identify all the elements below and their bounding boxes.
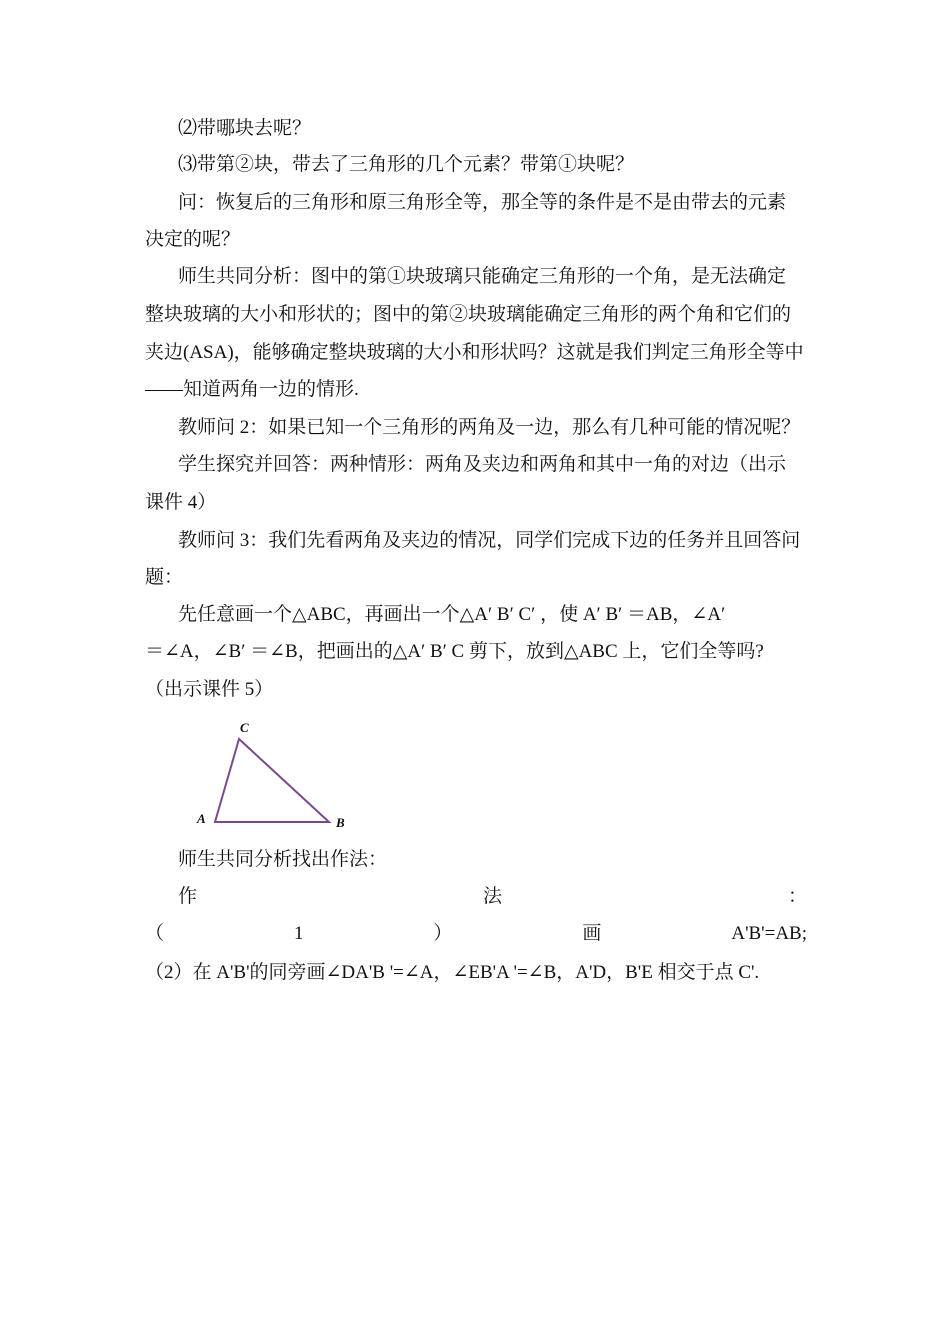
step-1-open-paren: （ (145, 923, 165, 944)
step-1-verb: 画 (582, 923, 602, 944)
paragraph-ask-line-1: 问：恢复后的三角形和原三角形全等，那全等的条件是不是由带去的元素 (178, 192, 787, 213)
paragraph-analysis-line-4: ——知道两角一边的情形. (145, 379, 359, 400)
paragraph-student-answer-line-1: 学生探究并回答：两种情形：两角及夹边和两角和其中一角的对边（出示 (178, 454, 787, 475)
paragraph-question-3: ⑶带第②块，带去了三角形的几个元素？带第①块呢？ (178, 154, 635, 175)
paragraph-teacher-question-3-line-1: 教师问 3：我们先看两角及夹边的情况，同学们完成下边的任务并且回答问 (178, 530, 801, 551)
paragraph-question-2: ⑵带哪块去呢？ (178, 118, 312, 139)
method-step-1 (145, 920, 807, 947)
vertex-label-a: A (197, 811, 206, 826)
method-heading-char-1: 作 (178, 886, 198, 907)
paragraph-analysis-line-3: 夹边(ASA)，能够确定整块玻璃的大小和形状吗？这就是我们判定三角形全等中 (145, 342, 804, 363)
paragraph-task-line-2: ＝∠A，∠B′ ＝∠B，把画出的△A′ B′ C 剪下，放到△ABC 上，它们全等吗? (145, 641, 764, 662)
paragraph-analysis-line-2: 整块玻璃的大小和形状的；图中的第②块玻璃能确定三角形的两个角和它们的 (145, 304, 792, 325)
method-heading-colon: ： (787, 886, 807, 907)
method-heading (178, 883, 807, 910)
triangle-abc-figure (190, 716, 360, 836)
step-1-number: 1 (293, 923, 304, 944)
method-step-2: （2）在 A'B'的同旁画∠DA'B '=∠A，∠EB'A '=∠B，A'D，B'E 相交于点 C'. (145, 962, 760, 983)
vertex-label-b: B (336, 815, 345, 830)
paragraph-task-line-1: 先任意画一个△ABC，再画出一个△A′ B′ C′ ，使 A′ B′ ＝AB，∠A′ (178, 604, 726, 625)
method-heading-char-2: 法 (482, 886, 502, 907)
paragraph-analysis-line-1: 师生共同分析：图中的第①块玻璃只能确定三角形的一个角，是无法确定 (178, 266, 787, 287)
paragraph-method-intro: 师生共同分析找出作法： (178, 849, 388, 870)
paragraph-student-answer-line-2: 课件 4） (145, 492, 217, 513)
triangle-abc-shape (215, 739, 329, 822)
step-1-close-paren: ） (433, 923, 453, 944)
step-1-equation: A'B'=AB; (731, 923, 807, 944)
paragraph-teacher-question-2: 教师问 2：如果已知一个三角形的两角及一边，那么有几种可能的情况呢？ (178, 417, 801, 438)
paragraph-teacher-question-3-line-2: 题： (145, 567, 184, 588)
vertex-label-c: C (240, 720, 249, 735)
paragraph-ask-line-2: 决定的呢？ (145, 229, 241, 250)
paragraph-task-line-3: （出示课件 5） (145, 679, 274, 700)
